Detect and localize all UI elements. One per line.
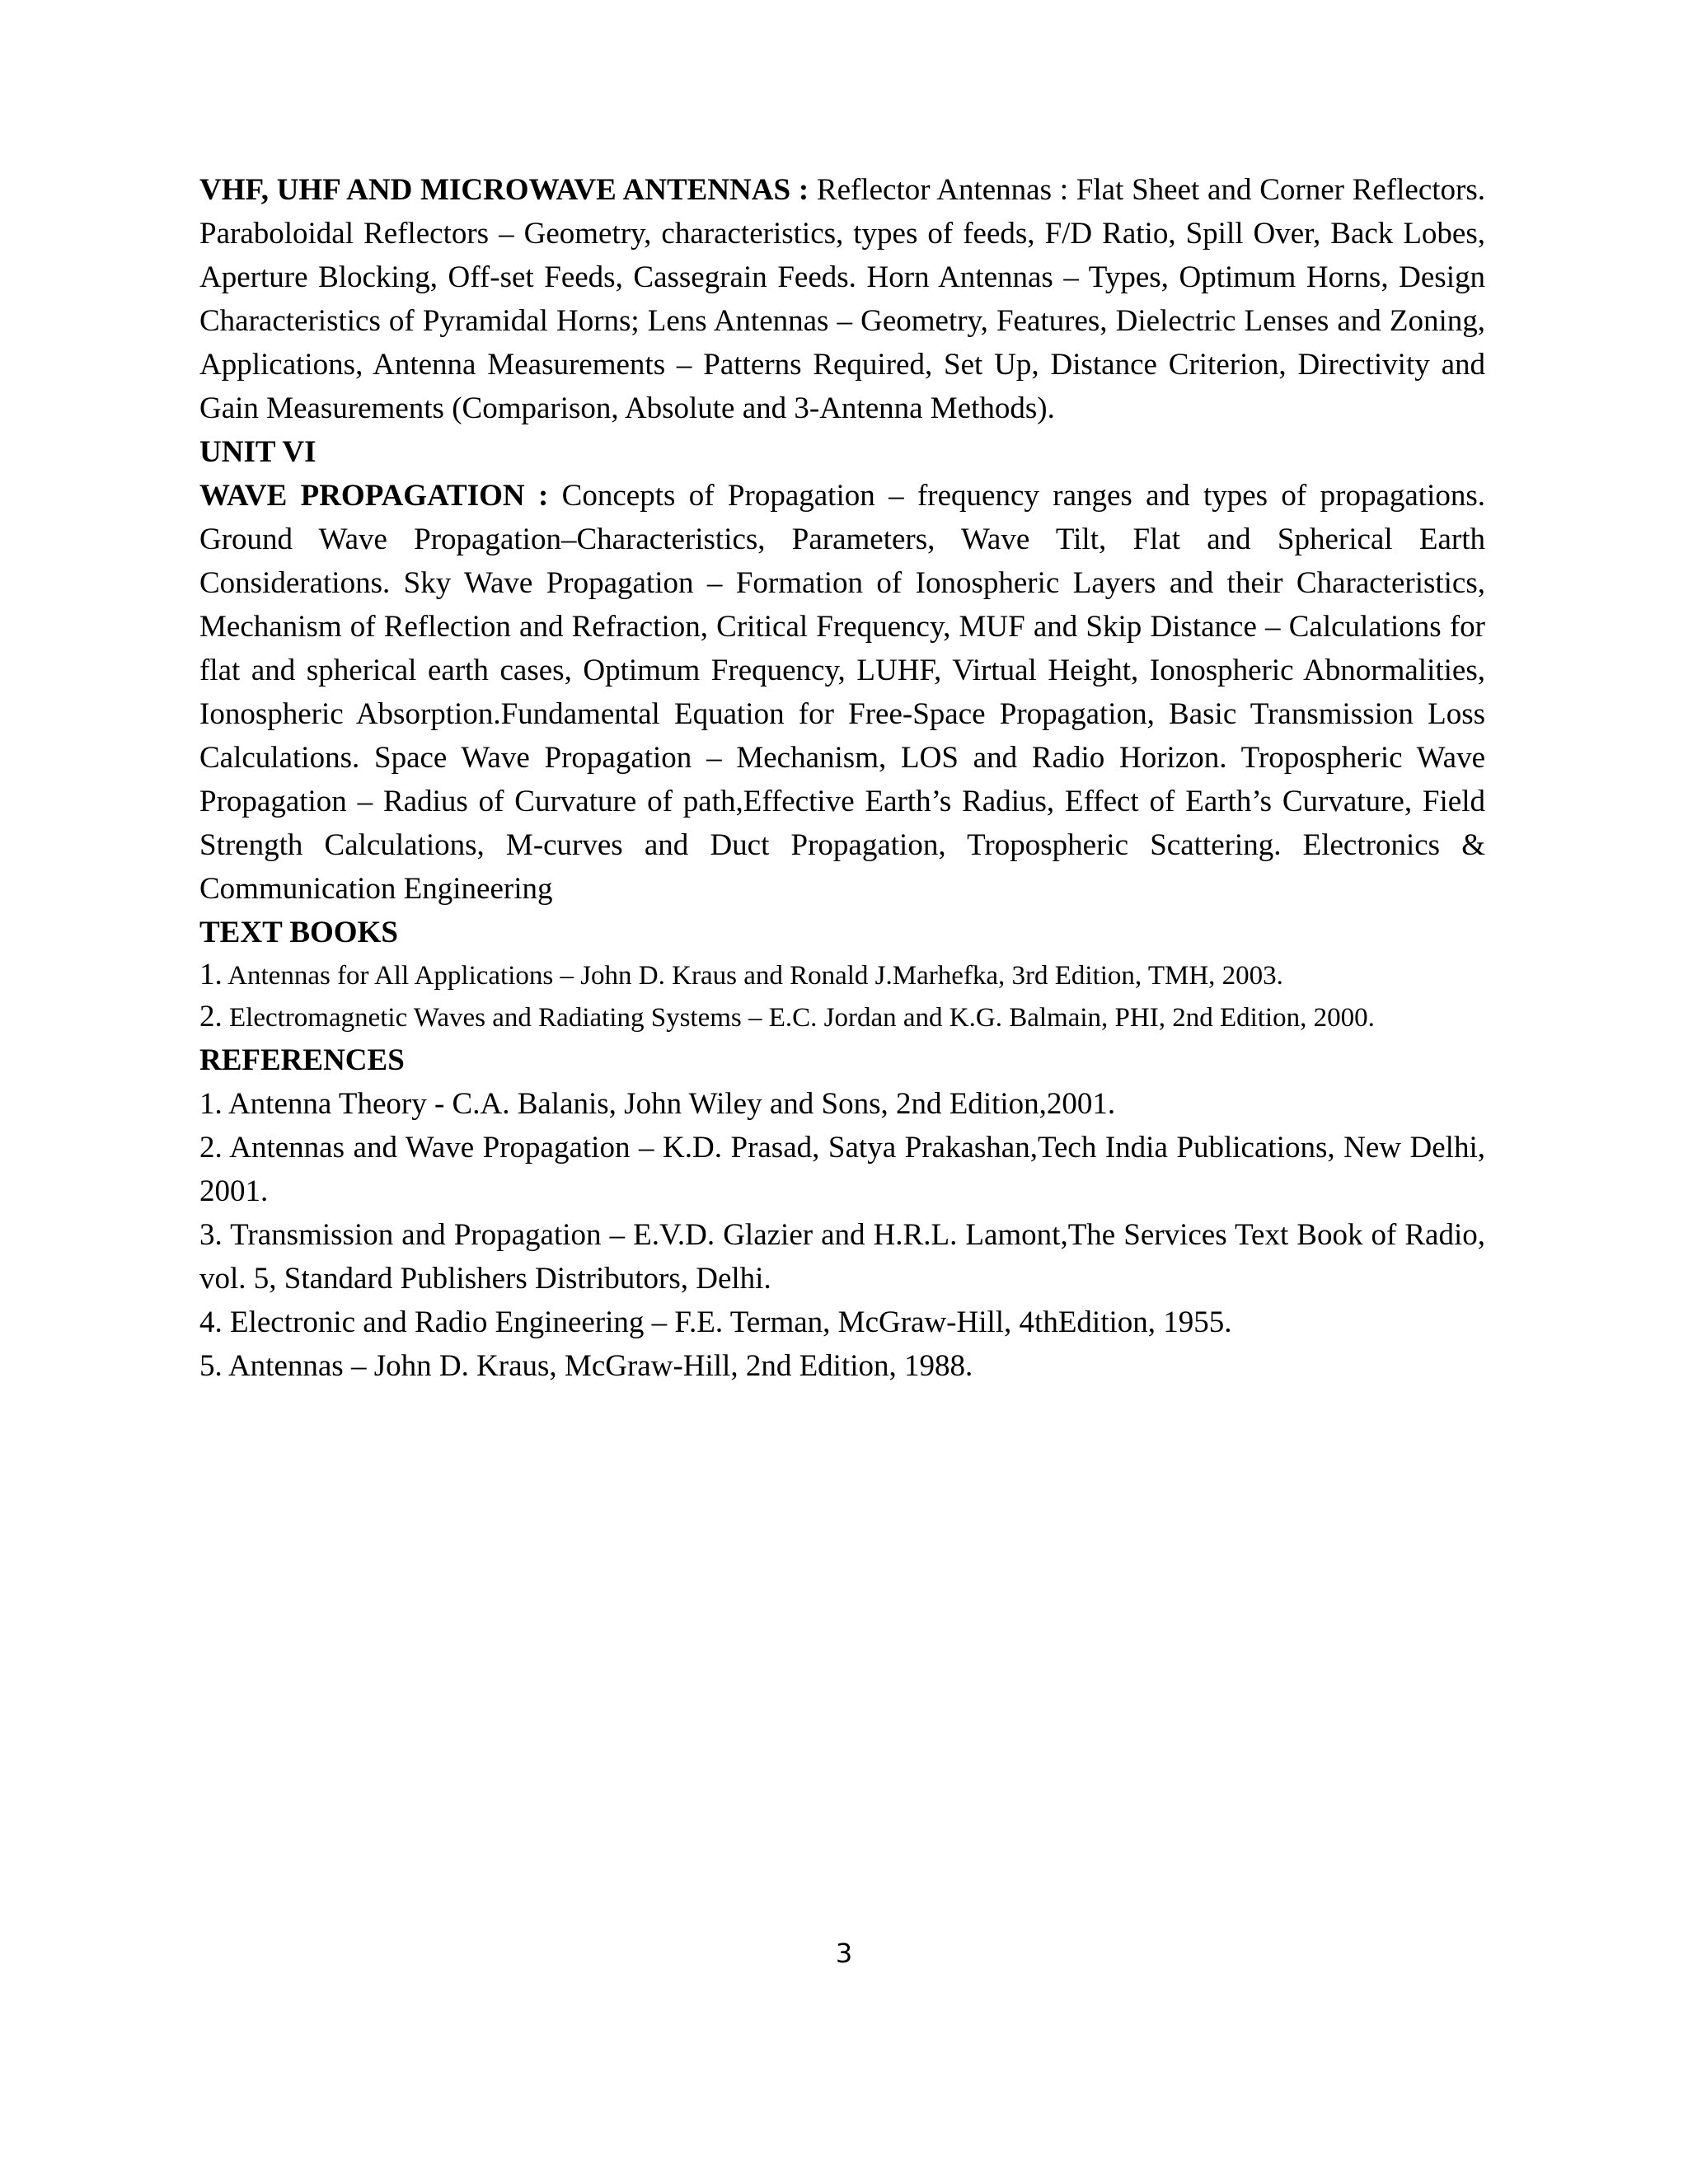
unit-v-heading: VHF, UHF AND MICROWAVE ANTENNAS : xyxy=(199,173,809,207)
text-book-text: Electromagnetic Waves and Radiating Systems – E.C. Jordan and K.G. Balmain, PHI, 2nd Edition, 2000. xyxy=(222,1003,1375,1033)
reference-item: 2. Antennas and Wave Propagation – K.D. Prasad, Satya Prakashan,Tech India Publications, New Delhi, 2001. xyxy=(199,1131,1485,1208)
reference-item: 3. Transmission and Propagation – E.V.D. Glazier and H.R.L. Lamont,The Services Text Book of Radio, vol. 5, Standard Publishers Distributors, Delhi. xyxy=(199,1218,1485,1296)
page-number: 3 xyxy=(835,1938,853,1969)
unit-vi-paragraph xyxy=(199,474,1485,911)
unit-v-paragraph xyxy=(199,168,1485,430)
unit-vi-title: UNIT VI xyxy=(199,435,316,469)
text-book-number: 2. xyxy=(199,1000,223,1033)
unit-vi-heading: WAVE PROPAGATION : xyxy=(199,479,549,513)
unit-vi-body: Concepts of Propagation – frequency ranges and types of propagations. Ground Wave Propagation–Characteristics, Parameters, Wave Tilt, Flat and Spherical Earth Considerations. Sky Wave Propagation – Formation of Ionospheric Layers and their Characteristics, Mechanism of Reflection and Refraction, Critical Frequency, MUF and Skip Distance – Calculations for flat and spherical earth cases, Optimum Frequency, LUHF, Virtual Height, Ionospheric Abnormalities, Ionospheric Absorption.Fundamental Equation for Free-Space Propagation, Basic Transmission Loss Calculations. Space Wave Propagation – Mechanism, LOS and Radio Horizon. Tropospheric Wave Propagation – Radius of Curvature of path,Effective Earth’s Radius, Effect of Earth’s Curvature, Field Strength Calculations, M-curves and Duct Propagation, Tropospheric Scattering. Electronics & Communication Engineering xyxy=(199,479,1485,906)
reference-item: 5. Antennas – John D. Kraus, McGraw-Hill, 2nd Edition, 1988. xyxy=(199,1349,973,1383)
reference-item: 1. Antenna Theory - C.A. Balanis, John Wiley and Sons, 2nd Edition,2001. xyxy=(199,1087,1116,1121)
text-book-text: Antennas for All Applications – John D. Kraus and Ronald J.Marhefka, 3rd Edition, TMH, 2003. xyxy=(222,961,1283,991)
reference-item: 4. Electronic and Radio Engineering – F.E. Terman, McGraw-Hill, 4thEdition, 1955. xyxy=(199,1305,1232,1339)
references-heading: REFERENCES xyxy=(199,1043,405,1077)
text-book-item xyxy=(199,954,1485,996)
text-books-heading: TEXT BOOKS xyxy=(199,916,398,949)
document-body xyxy=(199,168,1485,1388)
text-book-number: 1. xyxy=(199,958,223,991)
text-book-item xyxy=(199,996,1485,1038)
unit-v-body: Reflector Antennas : Flat Sheet and Corner Reflectors. Paraboloidal Reflectors – Geometry, characteristics, types of feeds, F/D Ratio, Spill Over, Back Lobes, Aperture Blocking, Off-set Feeds, Cassegrain Feeds. Horn Antennas – Types, Optimum Horns, Design Characteristics of Pyramidal Horns; Lens Antennas – Geometry, Features, Dielectric Lenses and Zoning, Applications, Antenna Measurements – Patterns Required, Set Up, Distance Criterion, Directivity and Gain Measurements (Comparison, Absolute and 3-Antenna Methods). xyxy=(199,173,1485,425)
